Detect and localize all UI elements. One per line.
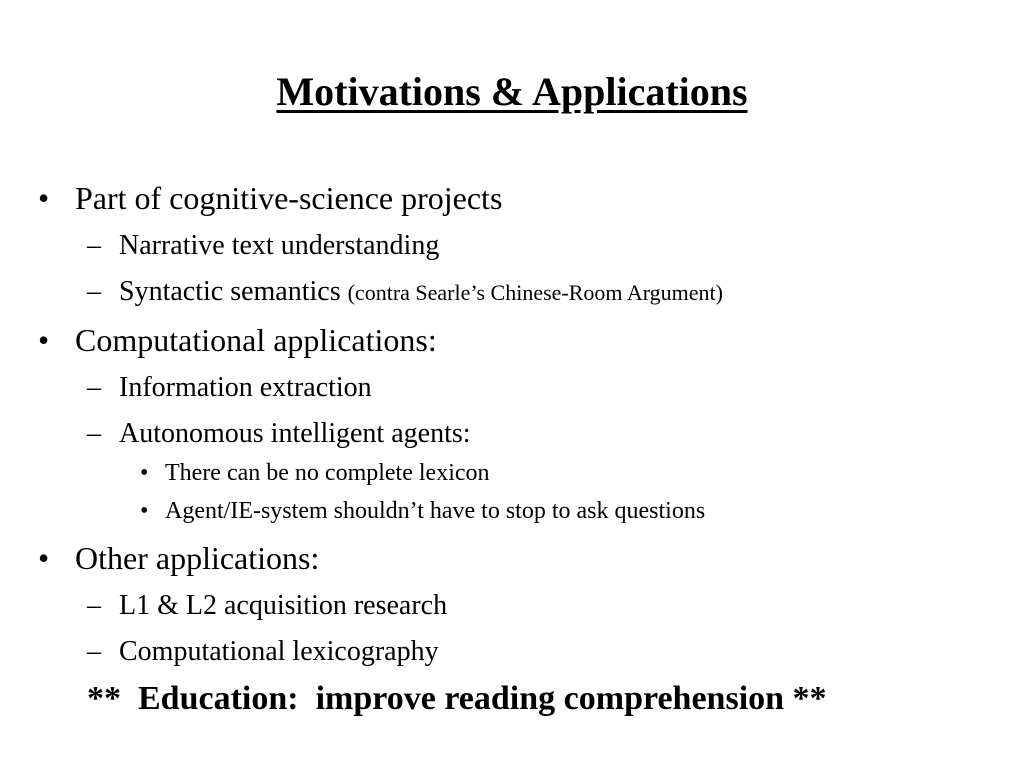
subbullet-information-extraction	[87, 371, 372, 405]
dash-marker: –	[87, 590, 101, 621]
subbullet-narrative	[87, 229, 439, 263]
subbullet-text: Computational lexicography	[119, 636, 439, 667]
education-footer: ** Education: improve reading comprehension **	[87, 680, 827, 717]
dash-marker: –	[87, 276, 101, 307]
subbullet-aside: (contra Searle’s Chinese-Room Argument)	[347, 280, 723, 305]
bullet-computational-applications	[38, 321, 437, 359]
subbullet-text: L1 & L2 acquisition research	[119, 590, 448, 621]
subbullet-acquisition-research	[87, 589, 447, 623]
bullet-marker: •	[140, 498, 149, 524]
subsubbullet-text: Agent/IE-system shouldn’t have to stop to ask questions	[165, 498, 706, 524]
bullet-cognitive-science	[38, 179, 502, 217]
subbullet-syntactic-semantics	[87, 275, 723, 310]
dash-marker: –	[87, 418, 101, 449]
subbullet-lexicography	[87, 635, 439, 669]
subsubbullet-text: There can be no complete lexicon	[165, 460, 490, 486]
slide-title: Motivations & Applications	[276, 69, 748, 114]
bullet-text: Part of cognitive-science projects	[75, 180, 503, 216]
subsubbullet-no-stopping	[140, 496, 705, 526]
dash-marker: –	[87, 636, 101, 667]
bullet-text: Computational applications:	[75, 322, 437, 358]
bullet-marker: •	[38, 322, 50, 358]
subbullet-autonomous-agents	[87, 417, 471, 451]
subbullet-text: Syntactic semantics	[119, 276, 341, 307]
subbullet-text: Autonomous intelligent agents:	[119, 418, 471, 449]
dash-marker: –	[87, 230, 101, 261]
subbullet-text: Information extraction	[119, 372, 372, 403]
bullet-text: Other applications:	[75, 540, 320, 576]
subbullet-text: Narrative text understanding	[119, 230, 440, 261]
bullet-other-applications	[38, 539, 319, 577]
bullet-marker: •	[38, 180, 50, 216]
bullet-marker: •	[38, 540, 50, 576]
dash-marker: –	[87, 372, 101, 403]
bullet-marker: •	[140, 460, 149, 486]
subsubbullet-no-complete-lexicon	[140, 458, 490, 488]
